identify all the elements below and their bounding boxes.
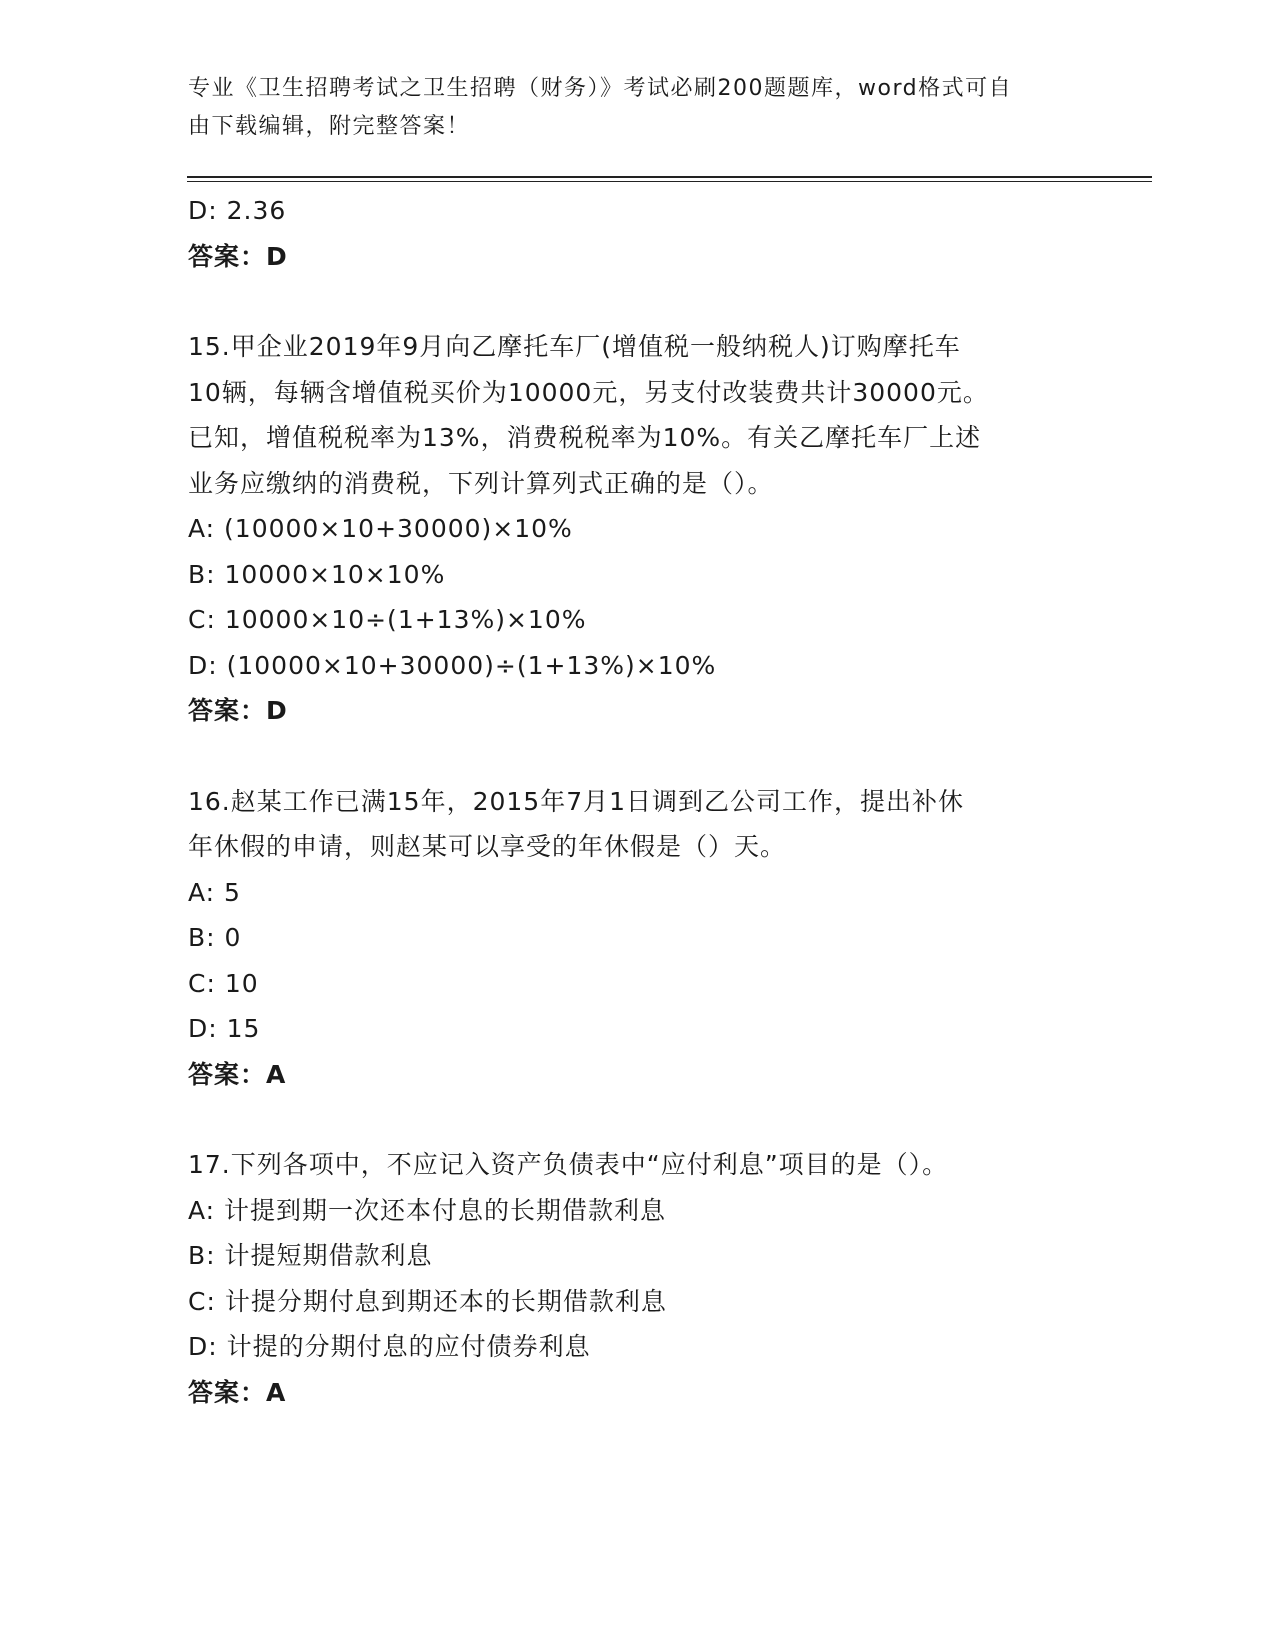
q17-option-d: D: 计提的分期付息的应付债券利息 (188, 1332, 591, 1361)
q15-option-a: A: (10000×10+30000)×10% (188, 514, 573, 543)
q15-option-d: D: (10000×10+30000)÷(1+13%)×10% (188, 650, 717, 680)
q16-stem-line: 16.赵某工作已满15年，2015年7月1日调到乙公司工作，提出补休 (188, 786, 965, 816)
q16-option-b: B: 0 (188, 923, 242, 952)
q15-answer: 答案：D (188, 696, 288, 725)
q15-option-b: B: 10000×10×10% (188, 559, 446, 589)
question-16 (188, 779, 1088, 1098)
q17-option-b: B: 计提短期借款利息 (188, 1241, 433, 1270)
q16-answer: 答案：A (188, 1059, 287, 1089)
document-header (188, 70, 1068, 146)
question-15 (188, 324, 1088, 734)
q16-option-d: D: 15 (188, 1014, 261, 1043)
prev-option-d: D: 2.36 (188, 196, 287, 225)
header-rule-thick (187, 176, 1152, 178)
q16-option-c: C: 10 (188, 968, 259, 998)
header-line-2: 由下载编辑，附完整答案！ (188, 114, 471, 139)
question-17 (188, 1142, 1088, 1415)
q17-option-a: A: 计提到期一次还本付息的长期借款利息 (188, 1195, 667, 1225)
q17-stem-line: 17.下列各项中，不应记入资产负债表中“应付利息”项目的是（）。 (188, 1150, 949, 1179)
q17-option-c: C: 计提分期付息到期还本的长期借款利息 (188, 1286, 667, 1316)
q16-stem-line: 年休假的申请，则赵某可以享受的年休假是（）天。 (188, 832, 787, 861)
q15-stem-line: 10辆，每辆含增值税买价为10000元，另支付改装费共计30000元。 (188, 377, 989, 407)
q15-stem-line: 业务应缴纳的消费税，下列计算列式正确的是（）。 (188, 468, 774, 498)
q16-option-a: A: 5 (188, 877, 241, 907)
q15-stem-line: 15.甲企业2019年9月向乙摩托车厂(增值税一般纳税人)订购摩托车 (188, 332, 961, 361)
question-content (188, 188, 1088, 1415)
header-rule-thin (187, 181, 1152, 182)
q15-stem-line: 已知，增值税税率为13%，消费税税率为10%。有关乙摩托车厂上述 (188, 423, 982, 452)
prev-answer: 答案：D (188, 241, 288, 271)
header-line-1: 专业《卫生招聘考试之卫生招聘（财务）》考试必刷200题题库，word格式可自 (188, 76, 1013, 101)
q15-option-c: C: 10000×10÷(1+13%)×10% (188, 605, 587, 634)
q17-answer: 答案：A (188, 1377, 287, 1407)
